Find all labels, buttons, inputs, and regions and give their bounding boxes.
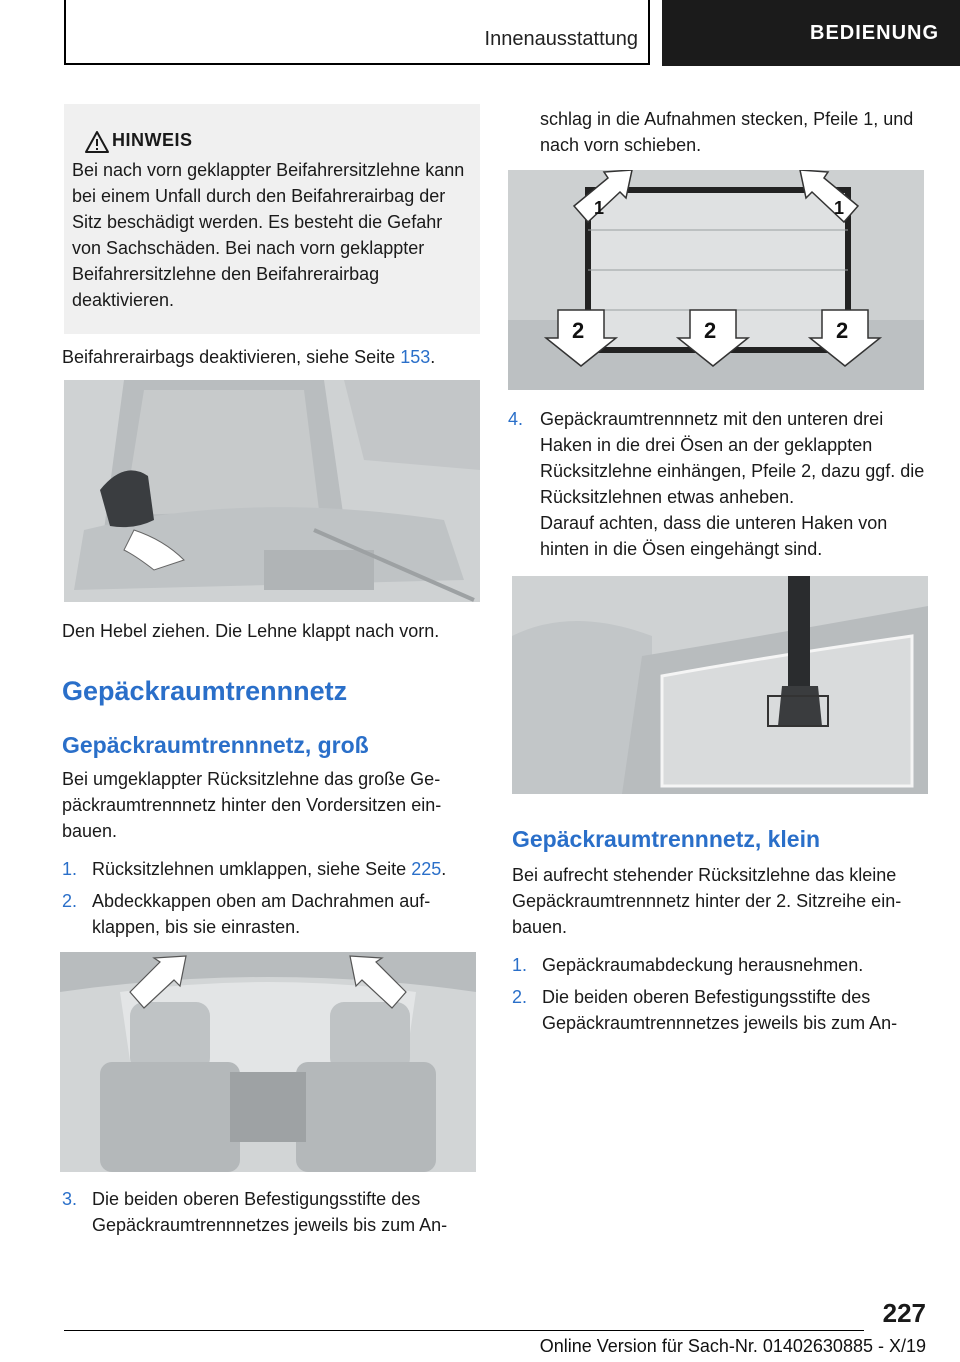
subheading-large-net: Gepäckraumtrennnetz, groß xyxy=(62,732,369,758)
header-rule-mid xyxy=(648,0,650,64)
header-chapter-tab[interactable]: BEDIENUNG xyxy=(662,0,960,66)
airbag-reference: Beifahrerairbags deaktivieren, siehe Seite 153. xyxy=(62,347,436,367)
arrow-label-1: 1 xyxy=(594,198,605,218)
lever-caption: Den Hebel ziehen. Die Lehne klappt nach vorn. xyxy=(62,621,440,641)
list-item: 1. Rücksitzlehnen umklappen, siehe Seite 225. xyxy=(62,859,447,879)
figure-interior-roof-caps xyxy=(60,952,476,1172)
figure-hook-detail xyxy=(512,576,928,794)
page-link-225[interactable]: 225 xyxy=(411,859,442,879)
list-item: 3. Die beiden oberen Befestigungsstifte des Gepäckraumtrennnetzes jeweils bis zum An- xyxy=(62,1189,448,1235)
figure-net-installed xyxy=(508,170,924,390)
header-section-title: Innenausstattung xyxy=(484,28,638,50)
warning-triangle-icon xyxy=(84,130,110,154)
list-item: 2. Die beiden oberen Befestigungsstifte des Gepäckraumtrennnetzes jeweils bis zum An- xyxy=(512,987,898,1033)
note-label: HINWEIS xyxy=(112,130,193,150)
step4-note: Darauf achten, dass die unteren Haken von hinten in die Ösen eingehängt sind. xyxy=(540,513,888,559)
note-text: Bei nach vorn geklappter Beifahrersitzlehne kann bei einem Unfall durch den Beifahrerairbag der Sitz beschädigt werden. Es besteht die Gefahr von Sachschäden. Bei nach vorn geklappter Beifahrersitzlehne den Beifahrerairbag deaktivieren. xyxy=(72,160,465,310)
figure-seat-lever xyxy=(64,380,480,602)
footer-version: Online Version für Sach-Nr. 01402630885 - X/19 xyxy=(539,1336,926,1356)
header-rule-left xyxy=(64,0,66,64)
list-item: 1. Gepäckraumabdeckung herausnehmen. xyxy=(512,955,864,975)
intro-large-net: Bei umgeklappter Rücksitzlehne das große Gepäckraumtrennnetz hinter den Vordersitzen einbauen. xyxy=(62,769,442,841)
list-item: 4. Gepäckraumtrennnetz mit den unteren drei Haken in die drei Ösen an der geklappten Rücksitzlehne einhängen, Pfeile 2, dazu ggf. die Rücksitzlehnen etwas anheben. xyxy=(508,409,925,507)
arrow-label-1: 1 xyxy=(834,198,845,218)
continued-text: schlag in die Aufnahmen stecken, Pfeile 1, und nach vorn schieben. xyxy=(540,109,914,155)
subheading-small-net: Gepäckraumtrennnetz, klein xyxy=(512,826,821,852)
list-item: 2. Abdeckkappen oben am Dachrahmen aufklappen, bis sie einrasten. xyxy=(62,891,431,937)
page-number: 227 xyxy=(882,1298,926,1328)
arrow-label-2: 2 xyxy=(836,318,849,343)
footer-rule xyxy=(64,1330,864,1331)
header-rule-bottom xyxy=(64,63,650,65)
arrow-label-2: 2 xyxy=(572,318,585,343)
warning-note xyxy=(64,104,480,334)
section-heading: Gepäckraumtrennnetz xyxy=(62,676,348,706)
arrow-label-2: 2 xyxy=(704,318,717,343)
page-link-153[interactable]: 153 xyxy=(400,347,431,367)
intro-small-net: Bei aufrecht stehender Rücksitzlehne das kleine Gepäckraumtrennnetz hinter der 2. Sitzreihe einbauen. xyxy=(512,865,902,937)
